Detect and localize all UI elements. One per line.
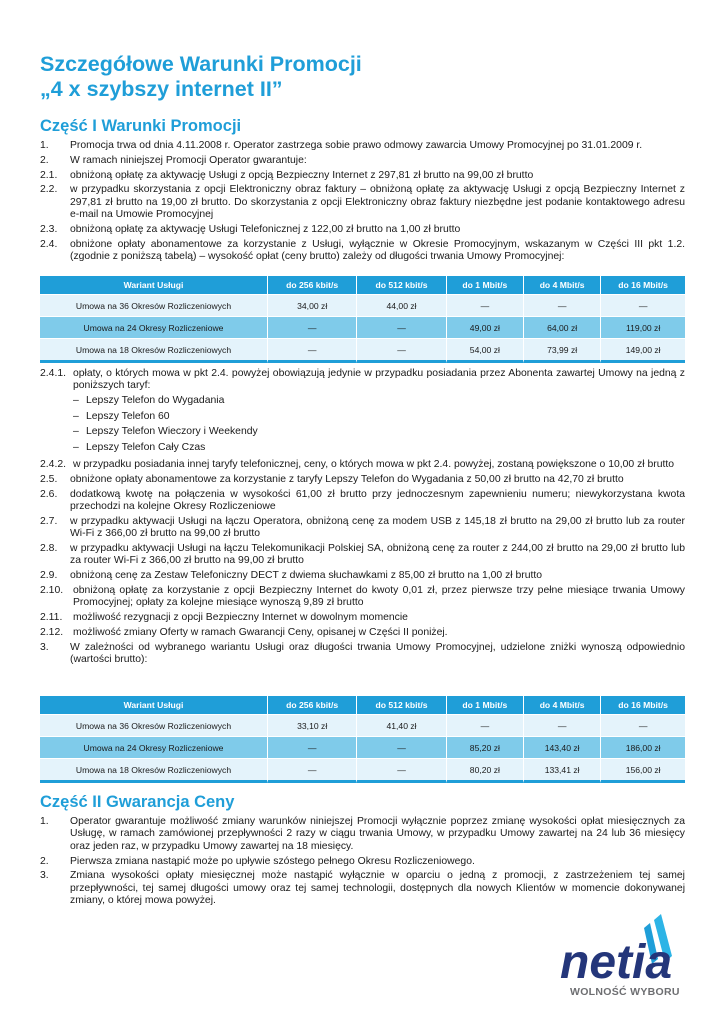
- list-item: [40, 516, 685, 541]
- item-text: obniżoną opłatę za aktywację Usługi Telefonicznej z 122,00 zł brutto na 1,00 zł brutto: [70, 224, 461, 235]
- logo-tagline: WOLNOŚĆ WYBORU: [570, 986, 680, 998]
- tariff-name: Lepszy Telefon Wieczory i Weekendy: [86, 426, 258, 438]
- item-text: obniżoną cenę za Zestaw Telefoniczny DECT z dwiema słuchawkami z 85,00 zł brutto na 1,00 zł brutto: [70, 570, 543, 582]
- tariff-name: Lepszy Telefon do Wygadania: [86, 395, 225, 407]
- item-number: 2.5.: [40, 473, 58, 485]
- table-row: [40, 338, 685, 363]
- discount-amount-table: [40, 696, 685, 783]
- list-item: [40, 585, 685, 610]
- list-item: [40, 459, 685, 471]
- table-row: [40, 736, 685, 758]
- item-text: w przypadku skorzystania z opcji Elektroniczny obraz faktury – obniżoną opłatę za aktywację Usługi z opcją Bezpieczny Internet z 297,81 zł brutto na 19,00 zł brutto. Do skorzystania z opcji Elektroniczny obraz faktury niezbędne jest podanie kontaktowego adresu e-mail na Umowie Promocyjnej: [70, 184, 685, 221]
- table-cell: —: [268, 316, 357, 338]
- item-number: 2.11.: [40, 612, 63, 624]
- table-cell: —: [601, 294, 685, 316]
- table-cell: 80,20 zł: [447, 758, 524, 783]
- table-cell: —: [524, 714, 601, 736]
- item-text: obniżone opłaty abonamentowe za korzystanie z Usługi, wyłącznie w Okresie Promocyjnym, wskazanym w Części III pkt 1.2. (zgodnie z poniższą tabelą) – wysokość opłat (ceny brutto) zależy od długości trwania Umowy Promocyjnej:: [70, 238, 685, 263]
- list-item: [40, 224, 685, 236]
- item-text: W ramach niniejszej Promocji Operator gwarantuje:: [70, 154, 307, 166]
- list-item: [40, 489, 685, 514]
- item-number: 2.: [40, 855, 49, 867]
- table-cell: —: [447, 714, 524, 736]
- table-cell: —: [357, 316, 446, 338]
- item-text: możliwość zmiany Oferty w ramach Gwarancji Ceny, opisanej w Części II poniżej.: [73, 627, 448, 638]
- row-label: Umowa na 18 Okresów Rozliczeniowych: [40, 758, 268, 783]
- list-item: [40, 816, 685, 853]
- table-cell: —: [268, 758, 357, 783]
- item-number: 2.10.: [40, 585, 64, 596]
- title-line-2: „4 x szybszy internet II”: [40, 77, 283, 101]
- part1-list-tariffs: [40, 368, 685, 458]
- dash-bullet: –: [73, 410, 79, 422]
- list-item: [40, 870, 685, 907]
- list-item: [40, 856, 685, 868]
- row-label: Umowa na 24 Okresy Rozliczeniowe: [40, 316, 268, 338]
- table-row: [40, 714, 685, 736]
- part1-heading: Część I Warunki Promocji: [40, 117, 242, 135]
- part2-list: [40, 816, 685, 910]
- row-label: Umowa na 24 Okresy Rozliczeniowe: [40, 736, 268, 758]
- list-item: [40, 155, 685, 167]
- table-row: [40, 758, 685, 783]
- table-cell: 143,40 zł: [524, 736, 601, 758]
- item-number: 2.1.: [40, 169, 58, 181]
- logo-wordmark: netia: [560, 936, 673, 989]
- list-item: [40, 543, 685, 568]
- item-text: w przypadku aktywacji Usługi na łączu Operatora, obniżoną cenę za modem USB z 145,18 zł brutto na 29,00 zł brutto lub za router Wi-Fi z 366,00 zł brutto na 99,00 zł brutto: [70, 515, 685, 540]
- table-cell: 34,00 zł: [268, 294, 357, 316]
- column-header: Wariant Usługi: [40, 276, 268, 294]
- tariff-name: Lepszy Telefon 60: [86, 410, 170, 422]
- list-item: [40, 612, 685, 624]
- item-text: obniżoną opłatę za korzystanie z opcji Bezpieczny Internet do kwoty 0,01 zł, przez pierwsze trzy pełne miesiące trwania Umowy Promocyjnej; opłaty za kolejne miesiące wynoszą 9,89 zł brutto: [73, 585, 685, 609]
- column-header: do 256 kbit/s: [268, 696, 357, 714]
- table-cell: 33,10 zł: [268, 714, 357, 736]
- item-text: Pierwsza zmiana nastąpić może po upływie szóstego pełnego Okresu Rozliczeniowego.: [70, 855, 475, 867]
- column-header: do 1 Mbit/s: [447, 696, 524, 714]
- column-header: do 256 kbit/s: [268, 276, 357, 294]
- row-label: Umowa na 36 Okresów Rozliczeniowych: [40, 714, 268, 736]
- table-cell: —: [268, 338, 357, 363]
- table-cell: 73,99 zł: [524, 338, 601, 363]
- tariff-item: [73, 411, 685, 423]
- item-number: 3.: [40, 870, 49, 882]
- column-header: do 4 Mbit/s: [524, 276, 601, 294]
- title-line-1: Szczegółowe Warunki Promocji: [40, 52, 362, 76]
- list-item: [40, 140, 685, 152]
- table-cell: 186,00 zł: [601, 736, 685, 758]
- item-text: w przypadku posiadania innej taryfy telefonicznej, ceny, o których mowa w pkt 2.4. powyżej, zostaną powiększone o 10,00 zł brutto: [73, 459, 675, 470]
- tariff-item: [73, 395, 685, 407]
- item-text: w przypadku aktywacji Usługi na łączu Telekomunikacji Polskiej SA, obniżoną cenę za router z 244,00 zł brutto na 29,00 zł brutto lub za router Wi-Fi z 366,00 zł brutto na 99,00 zł brutto: [70, 543, 685, 567]
- list-item: [40, 627, 685, 639]
- table-cell: 156,00 zł: [601, 758, 685, 783]
- item-text: Promocja trwa od dnia 4.11.2008 r. Operator zastrzega sobie prawo odmowy zawarcia Umowy Promocyjnej po 31.01.2009 r.: [70, 140, 643, 151]
- column-header: do 1 Mbit/s: [447, 276, 524, 294]
- item-number: 2.3.: [40, 224, 58, 235]
- part2-heading: Część II Gwarancja Ceny: [40, 793, 235, 811]
- list-item: [40, 170, 685, 182]
- item-text: opłaty, o których mowa w pkt 2.4. powyżej obowiązują jedynie w przypadku posiadania przez Abonenta zawartej Umowy na jedną z poniższych taryf:: [73, 368, 685, 392]
- dash-bullet: –: [73, 426, 79, 438]
- item-number: 2.6.: [40, 488, 58, 500]
- item-number: 2.4.: [40, 238, 58, 250]
- tariff-name: Lepszy Telefon Cały Czas: [86, 441, 206, 453]
- column-header: do 512 kbit/s: [357, 696, 446, 714]
- part1-list-b: [40, 459, 685, 669]
- list-item: [40, 368, 685, 393]
- item-number: 2.12.: [40, 627, 64, 638]
- item-number: 2.7.: [40, 515, 58, 527]
- item-text: W zależności od wybranego wariantu Usługi oraz długości trwania Umowy Promocyjnej, udzielone zniżki wynoszą odpowiednio (wartości brutto):: [70, 641, 685, 666]
- table-cell: 133,41 zł: [524, 758, 601, 783]
- table-cell: —: [268, 736, 357, 758]
- column-header: Wariant Usługi: [40, 696, 268, 714]
- table-cell: 44,00 zł: [357, 294, 446, 316]
- table-cell: —: [601, 714, 685, 736]
- column-header: do 512 kbit/s: [357, 276, 446, 294]
- table-cell: 64,00 zł: [524, 316, 601, 338]
- list-item: [40, 239, 685, 264]
- item-number: 2.9.: [40, 570, 58, 582]
- table-cell: —: [357, 758, 446, 783]
- item-number: 2.4.2.: [40, 459, 66, 470]
- item-number: 1.: [40, 816, 49, 827]
- item-text: możliwość rezygnacji z opcji Bezpieczny Internet w dowolnym momencie: [73, 612, 408, 624]
- item-number: 1.: [40, 140, 49, 151]
- item-number: 2.: [40, 154, 49, 166]
- table-cell: —: [357, 338, 446, 363]
- table-cell: 49,00 zł: [447, 316, 524, 338]
- table-cell: —: [447, 294, 524, 316]
- table-cell: 41,40 zł: [357, 714, 446, 736]
- item-number: 2.4.1.: [40, 368, 66, 379]
- item-text: Zmiana wysokości opłaty miesięcznej może nastąpić wyłącznie w oparciu o jedną z promocji, z zastrzeżeniem tej samej przepływności, tej samej długości umowy oraz tej samej technologii, dostępnych dla nowych Klientów w momencie dokonywanej zmiany, o której mowa powyżej.: [70, 870, 685, 907]
- table-cell: 54,00 zł: [447, 338, 524, 363]
- row-label: Umowa na 36 Okresów Rozliczeniowych: [40, 294, 268, 316]
- tariff-item: [73, 442, 685, 454]
- discount-price-table: [40, 276, 685, 363]
- item-number: 2.2.: [40, 184, 58, 196]
- table-cell: —: [357, 736, 446, 758]
- netia-logo: [560, 912, 690, 1012]
- column-header: do 4 Mbit/s: [524, 696, 601, 714]
- table-cell: 85,20 zł: [447, 736, 524, 758]
- dash-bullet: –: [73, 395, 79, 407]
- item-number: 2.8.: [40, 543, 58, 554]
- row-label: Umowa na 18 Okresów Rozliczeniowych: [40, 338, 268, 363]
- item-text: obniżoną opłatę za aktywację Usługi z opcją Bezpieczny Internet z 297,81 zł brutto na 99,00 zł brutto: [70, 169, 534, 181]
- table-row: [40, 294, 685, 316]
- column-header: do 16 Mbit/s: [601, 276, 685, 294]
- table-cell: 119,00 zł: [601, 316, 685, 338]
- document-title: [40, 52, 362, 102]
- dash-bullet: –: [73, 441, 79, 453]
- list-item: [40, 570, 685, 582]
- list-item: [40, 642, 685, 667]
- list-item: [40, 474, 685, 486]
- item-number: 3.: [40, 641, 49, 653]
- column-header: do 16 Mbit/s: [601, 696, 685, 714]
- part1-list-a: [40, 140, 685, 266]
- list-item: [40, 184, 685, 221]
- item-text: obniżone opłaty abonamentowe za korzystanie z taryfy Lepszy Telefon do Wygadania z 50,00 zł brutto na 42,70 zł brutto: [70, 473, 624, 485]
- table-row: [40, 316, 685, 338]
- table-cell: 149,00 zł: [601, 338, 685, 363]
- table-cell: —: [524, 294, 601, 316]
- item-text: dodatkową kwotę na połączenia w wysokości 61,00 zł brutto przy jednoczesnym zapewnieniu numeru; niewykorzystana kwota przechodzi na kolejne Okresy Rozliczeniowe: [70, 488, 685, 512]
- item-text: Operator gwarantuje możliwość zmiany warunków niniejszej Promocji wyłącznie poprzez zmianę wysokości opłat miesięcznych za Usługę, w ramach zamówionej przepływności 2 razy w ciągu trwania Umowy, w przypadku Umowy zawartej na 24 lub 36 miesięcy oraz jeden raz, w przypadku Umowy zawartej na 18 miesięcy.: [70, 816, 685, 852]
- tariff-item: [73, 426, 685, 438]
